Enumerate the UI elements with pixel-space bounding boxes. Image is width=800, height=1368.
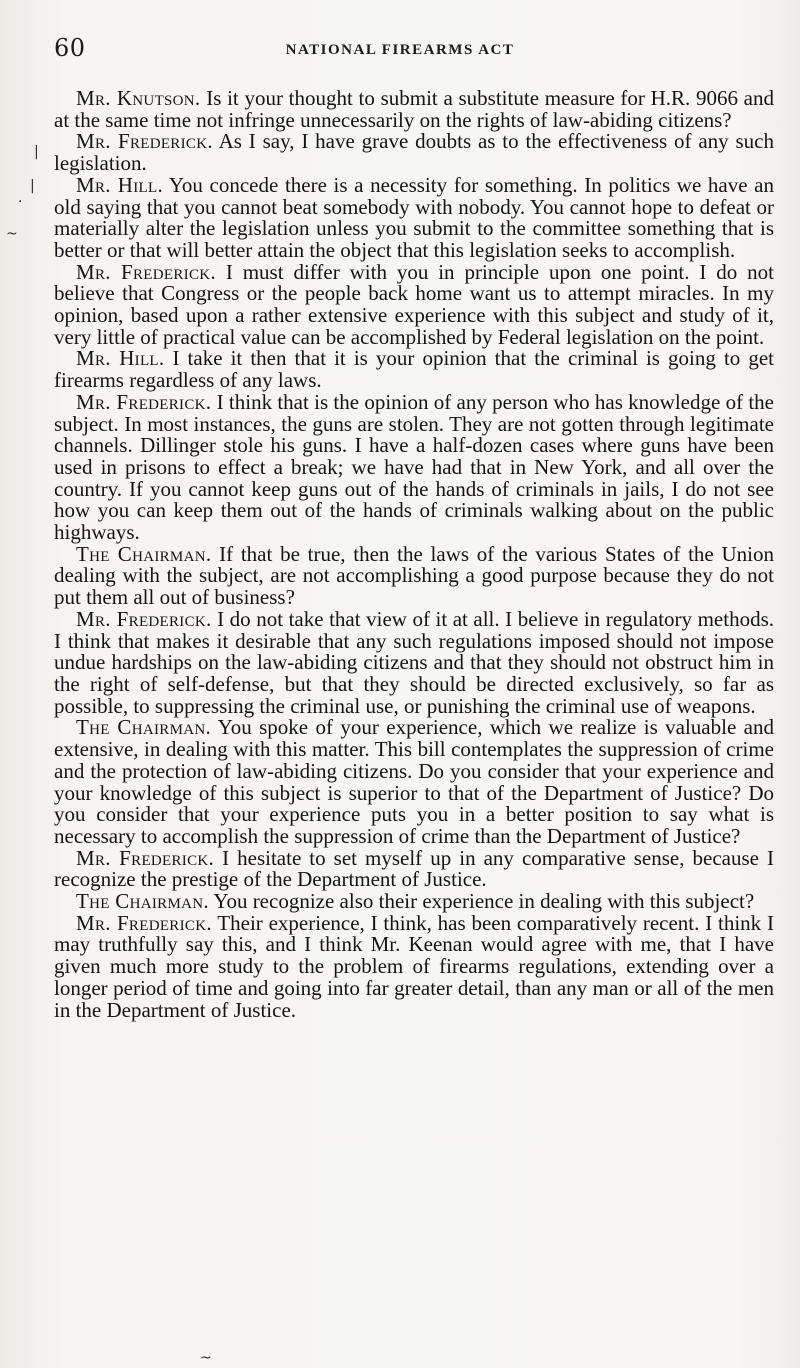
- page-number: 60: [54, 34, 86, 62]
- paragraph: [54, 172, 774, 262]
- speaker-name: Mr. Frederick.: [76, 606, 212, 631]
- paragraph-text: I must differ with you in principle upon one point. I do not believe that Congress or the people back home want us to attempt miracles. In my opinion, based upon a rather extensive experience with this subject and study of it, very little of practical value can be accomplished by Federal legislation on the point.: [54, 259, 774, 349]
- paragraph-text: I think that is the opinion of any person who has knowledge of the subject. In most instances, the guns are stolen. They are not gotten through legitimate channels. Dillinger stole his guns. I have a half-dozen cases where guns have been used in prisons to effect a break; we have had that in New York, and all over the country. If you cannot keep guns out of the hands of criminals in jails, I do not see how you can keep them out of the hands of criminals walking about on the public highways.: [54, 389, 774, 545]
- paragraph: [54, 348, 774, 391]
- paragraph-text: You recognize also their experience in dealing with this subject?: [208, 889, 755, 914]
- speaker-name: Mr. Frederick.: [76, 845, 215, 870]
- margin-mark: ~: [200, 1350, 212, 1366]
- paragraph-text: Is it your thought to submit a substitute measure for H.R. 9066 and at the same time not infringe unnecessarily on the rights of law-abiding citizens?: [54, 86, 775, 132]
- paragraph: [54, 131, 774, 174]
- paragraph-text: I do not take that view of it at all. I believe in regulatory methods. I think that makes it desirable that any such regulations imposed should not impose undue hardships on the law-abiding citizens and that they should not obstruct him in the right of self-defense, but that they should be directed exclusively, so far as possible, to suppressing the criminal use, or punishing the criminal use of weapons.: [54, 606, 774, 718]
- paragraph: [54, 910, 774, 1022]
- speaker-name: The Chairman.: [76, 889, 209, 914]
- margin-mark: ·: [18, 194, 23, 210]
- margin-mark: |: [34, 144, 39, 160]
- speaker-name: Mr. Frederick.: [76, 129, 213, 154]
- paragraph-text: Their experience, I think, has been comparatively recent. I think I may truthfully say this, and I think Mr. Keenan would agree with me, that I have given much more study to the problem of firearms regulations, extending over a longer period of time and going into far greater detail, than any man or all of the men in the Department of Justice.: [54, 910, 774, 1022]
- paragraph: [54, 541, 774, 610]
- speaker-name: Mr. Frederick.: [76, 389, 212, 414]
- speaker-name: The Chairman.: [76, 541, 212, 566]
- speaker-name: Mr. Knutson.: [76, 86, 201, 110]
- paragraph: [54, 891, 774, 913]
- margin-mark: ~: [6, 226, 18, 242]
- page-header: [0, 30, 800, 70]
- paragraph: [54, 259, 774, 349]
- paragraph-text: I take it then that it is your opinion that the criminal is going to get firearms regardless of any laws.: [54, 346, 774, 393]
- paragraph-text: As I say, I have grave doubts as to the effectiveness of any such legislation.: [54, 129, 775, 176]
- speaker-name: Mr. Frederick.: [76, 259, 216, 284]
- paragraph-text: If that be true, then the laws of the various States of the Union dealing with the subject, are not accomplishing a good purpose because they do not put them all out of business?: [54, 541, 774, 610]
- speaker-name: The Chairman.: [76, 715, 212, 740]
- paragraph: [54, 606, 774, 718]
- speaker-name: Mr. Hill.: [76, 172, 163, 197]
- paragraph: [54, 717, 774, 847]
- paragraph-text: You spoke of your experience, which we realize is valuable and extensive, in dealing with this matter. This bill contemplates the suppression of crime and the protection of law-abiding citizens. Do you consider that your experience and your knowledge of this subject is superior to that of the Department of Justice? Do you consider that your experience puts you in a better position to say what is necessary to accomplish the suppression of crime than the Department of Justice?: [54, 715, 774, 848]
- testimony-text: [54, 88, 774, 1021]
- speaker-name: Mr. Hill.: [76, 346, 165, 371]
- speaker-name: Mr. Frederick.: [76, 910, 212, 935]
- paragraph: [54, 88, 774, 131]
- paragraph: [54, 389, 774, 545]
- running-head: NATIONAL FIREARMS ACT: [285, 42, 515, 58]
- paragraph-text: You concede there is a necessity for something. In politics we have an old saying that you cannot beat somebody with nobody. You cannot hope to defeat or materially alter the legislation unless you submit to the committee something that is better or that will better attain the object that this legislation seeks to accomplish.: [54, 172, 774, 262]
- margin-mark: |: [30, 178, 35, 194]
- paragraph-text: I hesitate to set myself up in any comparative sense, because I recognize the prestige of the Department of Justice.: [54, 845, 774, 892]
- paragraph: [54, 845, 774, 892]
